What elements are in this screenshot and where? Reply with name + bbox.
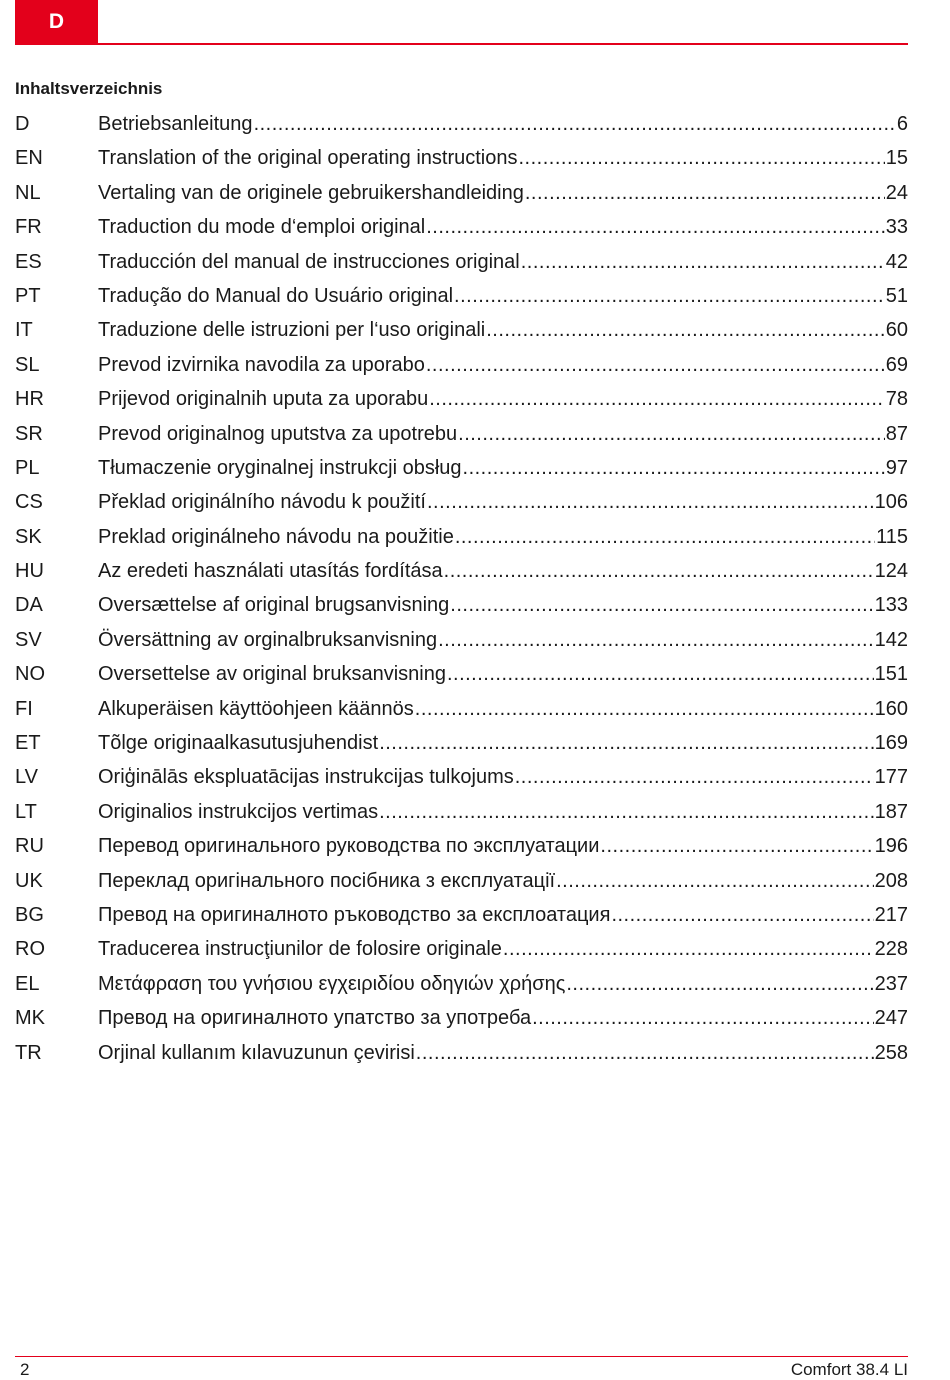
toc-entry[interactable] [15, 692, 908, 726]
toc-entry-title: Az eredeti használati utasítás fordítása [98, 560, 443, 583]
toc-entry-language-code: IT [15, 319, 33, 342]
footer-product-name: Comfort 38.4 LI [790, 1360, 908, 1379]
toc-entry-page-number: 160 [874, 697, 908, 720]
toc-entry[interactable] [15, 554, 908, 588]
toc-entry-language-code: FI [15, 697, 33, 720]
toc-entry[interactable] [15, 623, 908, 657]
toc-entry-language-code: SL [15, 353, 40, 376]
toc-entry[interactable] [15, 210, 908, 244]
toc-entry[interactable] [15, 382, 908, 416]
toc-entry-language-code: SR [15, 422, 43, 445]
toc-entry[interactable] [15, 107, 908, 141]
toc-entry-page-number: 87 [885, 422, 908, 445]
toc-entry-title: Prevod originalnog uputstva za upotrebu [98, 422, 458, 445]
toc-entry-title: Translation of the original operating instructions [98, 147, 518, 170]
header-divider [15, 43, 908, 45]
toc-entry-dot-leader [486, 313, 885, 347]
toc-entry-title: Vertaling van de originele gebruikershandleiding [98, 181, 524, 204]
toc-entry-language-code: EN [15, 147, 43, 170]
toc-list [15, 107, 908, 1070]
toc-entry[interactable] [15, 760, 908, 794]
toc-entry-title: Tõlge originaalkasutusjuhendist [98, 732, 379, 755]
toc-entry-title: Oversættelse af original brugsanvisning [98, 594, 450, 617]
toc-entry-page-number: 33 [885, 216, 908, 239]
toc-entry[interactable] [15, 451, 908, 485]
toc-heading: Inhaltsverzeichnis [15, 79, 163, 98]
toc-entry-title: Tradução do Manual do Usuário original [98, 284, 454, 307]
toc-entry-dot-leader [379, 726, 873, 760]
toc-entry-title: Oversettelse av original bruksanvisning [98, 663, 446, 686]
toc-entry-page-number: 60 [885, 319, 908, 342]
toc-entry[interactable] [15, 588, 908, 622]
toc-entry-title: Betriebsanleitung [98, 113, 253, 135]
toc-entry-dot-leader [416, 1036, 874, 1070]
toc-entry-page-number: 124 [874, 560, 908, 583]
toc-entry-language-code: DA [15, 594, 43, 617]
toc-entry-language-code: NO [15, 663, 45, 686]
toc-entry[interactable] [15, 898, 908, 932]
toc-entry-title: Traduzione delle istruzioni per l‘uso originali [98, 319, 486, 342]
toc-entry-title: Orjinal kullanım kılavuzunun çevirisi [98, 1041, 415, 1064]
toc-entry[interactable] [15, 829, 908, 863]
toc-entry-page-number: 177 [874, 766, 908, 789]
toc-entry-title: Tłumaczenie oryginalnej instrukcji obsług [98, 456, 462, 479]
footer-page-number: 2 [20, 1360, 30, 1379]
toc-entry-dot-leader [600, 829, 873, 863]
toc-entry[interactable] [15, 313, 908, 347]
toc-entry[interactable] [15, 417, 908, 451]
toc-entry-page-number: 133 [874, 594, 908, 617]
toc-entry-language-code: EL [15, 972, 40, 995]
toc-entry-title: Μετάφραση του γνήσιου εγχειριδίου οδηγιών χρήσης [98, 972, 566, 995]
toc-entry-dot-leader [427, 485, 874, 519]
toc-entry[interactable] [15, 520, 908, 554]
toc-entry-dot-leader [521, 245, 885, 279]
toc-entry-dot-leader [454, 279, 885, 313]
toc-entry[interactable] [15, 245, 908, 279]
toc-entry-dot-leader [438, 623, 874, 657]
toc-entry-dot-leader [444, 554, 874, 588]
toc-entry-page-number: 24 [885, 181, 908, 204]
toc-entry-title: Превод на оригиналното упатство за употреба [98, 1007, 532, 1030]
toc-entry-page-number: 217 [874, 903, 908, 926]
toc-entry-language-code: ET [15, 732, 41, 755]
toc-entry-title: Превод на оригиналното ръководство за експлоатация [98, 903, 611, 926]
language-tab [15, 0, 98, 44]
toc-entry-page-number: 97 [885, 456, 908, 479]
toc-entry-dot-leader [450, 588, 873, 622]
toc-entry[interactable] [15, 726, 908, 760]
toc-entry-title: Traducerea instrucţiunilor de folosire originale [98, 938, 502, 961]
toc-entry-page-number: 15 [885, 147, 908, 170]
toc-entry-title: Översättning av orginalbruksanvisning [98, 628, 438, 651]
toc-entry-dot-leader [426, 348, 885, 382]
toc-entry[interactable] [15, 1001, 908, 1035]
toc-entry-page-number: 142 [874, 628, 908, 651]
toc-entry-title: Alkuperäisen käyttöohjeen käännös [98, 697, 414, 720]
toc-entry-page-number: 228 [874, 938, 908, 961]
toc-entry[interactable] [15, 485, 908, 519]
toc-entry-language-code: LV [15, 766, 38, 789]
toc-entry-language-code: RU [15, 835, 44, 858]
toc-entry-page-number: 6 [896, 113, 908, 135]
toc-entry-dot-leader [463, 451, 885, 485]
toc-entry-language-code: ES [15, 250, 42, 273]
toc-entry-dot-leader [532, 1001, 874, 1035]
toc-entry-title: Oriģinālās ekspluatācijas instrukcijas tulkojums [98, 766, 514, 789]
toc-entry[interactable] [15, 1036, 908, 1070]
toc-entry-page-number: 151 [874, 663, 908, 686]
toc-entry-page-number: 51 [885, 284, 908, 307]
toc-entry-language-code: BG [15, 903, 44, 926]
toc-entry-language-code: TR [15, 1041, 42, 1064]
toc-entry-page-number: 208 [874, 869, 908, 892]
toc-entry-language-code: PL [15, 456, 40, 479]
toc-entry-language-code: PT [15, 284, 41, 307]
toc-entry-dot-leader [519, 141, 885, 175]
toc-entry-title: Originalios instrukcijos vertimas [98, 800, 379, 823]
toc-entry-language-code: CS [15, 491, 43, 514]
toc-entry[interactable] [15, 932, 908, 966]
toc-entry-page-number: 187 [874, 800, 908, 823]
toc-entry-dot-leader [254, 107, 896, 141]
toc-entry-language-code: HR [15, 388, 44, 411]
toc-entry[interactable] [15, 279, 908, 313]
toc-entry-language-code: RO [15, 938, 45, 961]
toc-entry-title: Traducción del manual de instrucciones original [98, 250, 520, 273]
toc-entry[interactable] [15, 864, 908, 898]
toc-entry[interactable] [15, 657, 908, 691]
toc-entry-title: Překlad originálního návodu k použití [98, 491, 426, 514]
toc-entry-language-code: LT [15, 800, 37, 823]
toc-entry-language-code: SV [15, 628, 42, 651]
toc-entry-language-code: HU [15, 560, 44, 583]
language-tab-label: D [48, 10, 65, 33]
toc-entry-title: Prevod izvirnika navodila za uporabo [98, 353, 425, 376]
toc-entry-page-number: 78 [885, 388, 908, 411]
toc-entry-language-code: NL [15, 181, 41, 204]
toc-entry-title: Prijevod originalnih uputa za uporabu [98, 388, 429, 411]
toc-entry-dot-leader [611, 898, 873, 932]
toc-entry-page-number: 42 [885, 250, 908, 273]
toc-entry-page-number: 69 [885, 353, 908, 376]
footer-divider [15, 1356, 908, 1357]
toc-entry-dot-leader [556, 864, 874, 898]
toc-entry-page-number: 237 [874, 972, 908, 995]
toc-entry-title: Перевод оригинального руководства по эксплуатации [98, 835, 600, 858]
toc-entry-dot-leader [525, 176, 885, 210]
toc-entry-dot-leader [515, 760, 874, 794]
toc-entry-dot-leader [458, 417, 885, 451]
toc-entry-dot-leader [379, 795, 874, 829]
toc-entry-page-number: 115 [876, 525, 908, 548]
toc-entry-dot-leader [503, 932, 874, 966]
toc-entry-language-code: FR [15, 216, 42, 239]
toc-entry-dot-leader [455, 520, 875, 554]
toc-entry-dot-leader [426, 210, 885, 244]
toc-entry-language-code: SK [15, 525, 42, 548]
toc-entry-page-number: 106 [874, 491, 908, 514]
toc-entry-page-number: 169 [874, 732, 908, 755]
toc-entry-dot-leader [566, 967, 873, 1001]
toc-entry-language-code: D [15, 113, 30, 135]
toc-entry-title: Preklad originálneho návodu na použitie [98, 525, 454, 548]
toc-entry-title: Traduction du mode d‘emploi original [98, 216, 426, 239]
toc-entry[interactable] [15, 141, 908, 175]
toc-entry-dot-leader [429, 382, 885, 416]
toc-entry-page-number: 247 [874, 1007, 908, 1030]
toc-entry-language-code: UK [15, 869, 43, 892]
toc-entry-dot-leader [415, 692, 874, 726]
toc-entry-page-number: 258 [874, 1041, 908, 1064]
toc-entry-page-number: 196 [874, 835, 908, 858]
toc-entry-dot-leader [447, 657, 874, 691]
toc-entry-language-code: MK [15, 1007, 45, 1030]
toc-entry[interactable] [15, 176, 908, 210]
toc-entry[interactable] [15, 348, 908, 382]
toc-entry[interactable] [15, 967, 908, 1001]
toc-entry-title: Переклад оригінального посібника з експлуатації [98, 869, 556, 892]
toc-entry[interactable] [15, 795, 908, 829]
